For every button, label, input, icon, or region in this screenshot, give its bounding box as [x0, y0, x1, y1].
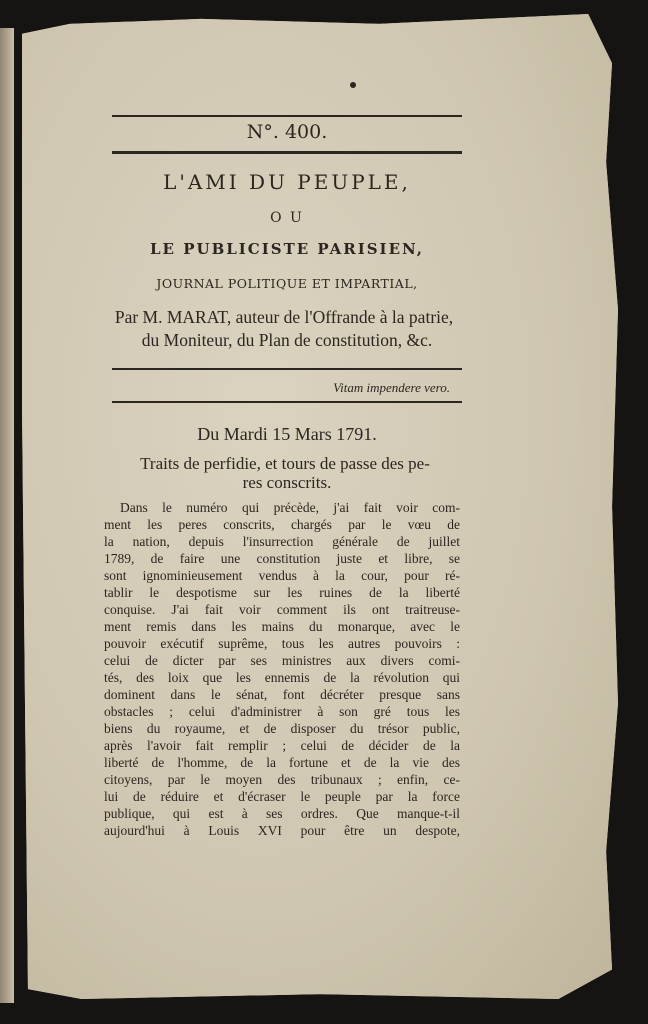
body-line: tés, des loix que les ennemis de la révolution qui — [104, 670, 460, 685]
title-conjunction: O U — [270, 210, 304, 226]
article-heading-1: Traits de perfidie, et tours de passe des pe- — [140, 454, 430, 473]
body-line: celui de dicter par ses ministres aux divers comi- — [104, 653, 460, 668]
page-mark — [350, 82, 356, 88]
body-line: publique, qui est à ses ordres. Que manque-t-il — [104, 806, 460, 821]
newspaper-title: L'AMI DU PEUPLE, — [163, 170, 411, 194]
author-line-2: du Moniteur, du Plan de constitution, &c. — [141, 330, 433, 350]
author-line-1: Par M. MARAT, auteur de l'Offrande à la patrie, — [114, 307, 454, 327]
body-line: sont ignominieusement vendus à la cour, pour ré- — [104, 568, 460, 583]
body-line: biens du royaume, et de disposer du trésor public, — [104, 721, 460, 736]
body-line: aujourd'hui à Louis XVI pour être un despote, — [104, 823, 460, 838]
body-line: ment les peres conscrits, chargés par le vœu de — [104, 517, 460, 532]
motto-rule-bottom — [112, 401, 462, 403]
motto: Vitam impendere vero. — [333, 380, 450, 395]
newspaper-subtitle: LE PUBLICISTE PARISIEN, — [150, 240, 424, 258]
issue-date: Du Mardi 15 Mars 1791. — [197, 424, 377, 444]
body-line: Dans le numéro qui précède, j'ai fait voir com- — [120, 500, 460, 515]
body-line: 1789, de faire une constitution juste et libre, se — [104, 551, 460, 566]
issue-number: N°. 400. — [246, 121, 328, 143]
journal-description: JOURNAL POLITIQUE ET IMPARTIAL, — [156, 276, 418, 291]
facing-page-edge — [0, 28, 14, 1003]
body-line: lui de réduire et d'écraser le peuple par la force — [104, 789, 460, 804]
issue-rule — [112, 151, 462, 154]
body-line: liberté de l'homme, de la fortune et de la vie des — [104, 755, 460, 770]
body-line: dominent dans le sénat, font décréter presque sans — [104, 687, 460, 702]
body-line: pouvoir exécutif suprême, tous les autres pouvoirs : — [104, 636, 460, 651]
body-line: obstacles ; celui d'administrer à son gré tous les — [104, 704, 460, 719]
body-line: après l'avoir fait remplir ; celui de décider de la — [104, 738, 460, 753]
article-heading-2: res conscrits. — [242, 473, 332, 492]
body-line: citoyens, par le moyen des tribunaux ; enfin, ce- — [104, 772, 460, 787]
body-line: la nation, depuis l'insurrection générale de juillet — [104, 534, 460, 549]
motto-rule-top — [112, 368, 462, 370]
body-line: ment remis dans les mains du monarque, avec le — [104, 619, 460, 634]
body-line: conquise. J'ai fait voir comment ils ont traitreuse- — [104, 602, 460, 617]
top-rule — [112, 115, 462, 117]
body-line: tablir le despotisme sur les ruines de la liberté — [104, 585, 460, 600]
